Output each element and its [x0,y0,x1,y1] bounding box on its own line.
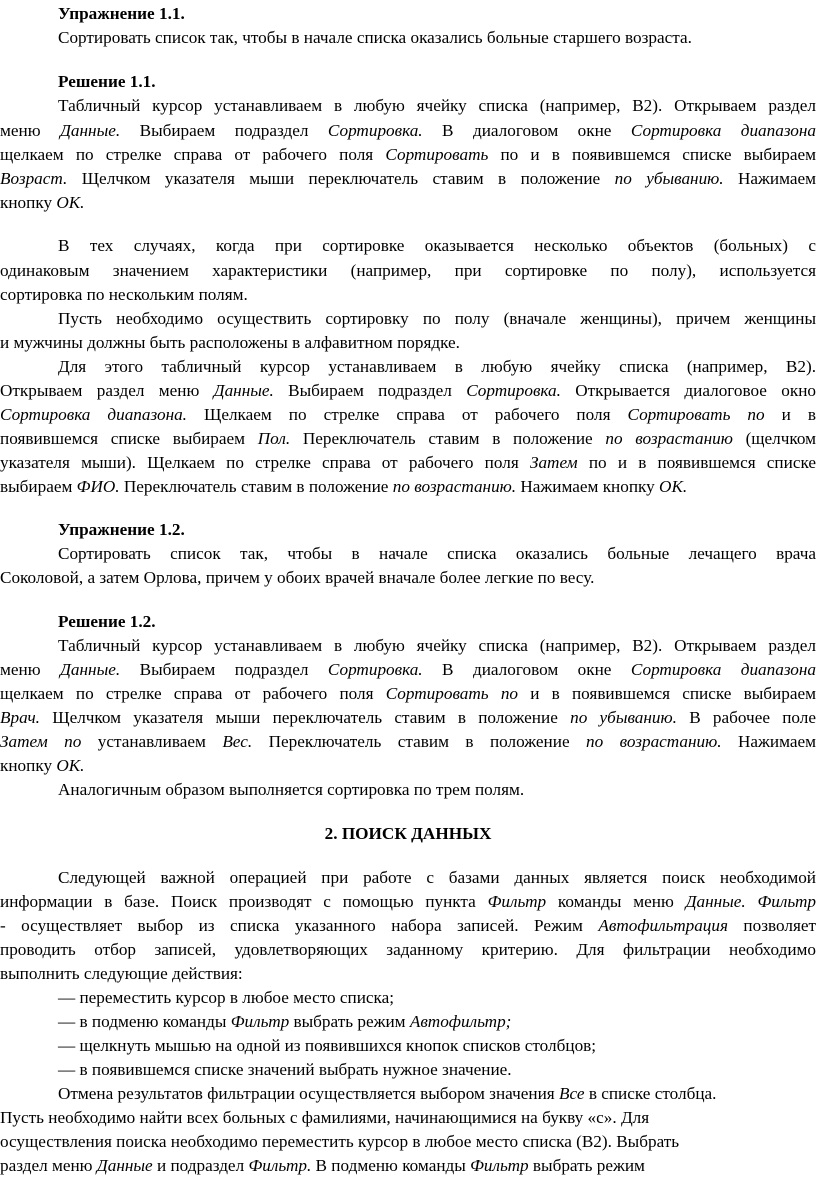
text-run: команды меню [546,892,686,911]
paragraph-line [58,1010,816,1034]
paragraph-line [0,658,816,682]
heading-text: Упражнение 1.2. [58,520,185,539]
text-run: Пусть необходимо найти всех больных с фамилиями, начинающимися на букву «с». Для [0,1108,650,1127]
italic-term: Данные. [60,660,121,679]
italic-term: ОК. [659,477,688,496]
heading [58,2,816,26]
text-run: по и в появившемся списке выбираем [488,145,816,164]
italic-term: Вес. [222,732,253,751]
text-run: В тех случаях, когда при сортировке оказывается несколько объектов (больных) с [58,236,816,255]
text-run: выбираем [0,477,77,496]
text-run: Переключатель ставим в положение [252,732,587,751]
text-run: раздел меню [0,1156,97,1175]
text-run: Следующей важной операцией при работе с базами данных является поиск необходимой [58,868,816,887]
paragraph-line [0,379,816,403]
text-run: в списке столбца. [584,1084,717,1103]
text-run: Соколовой, а затем Орлова, причем у обоих врачей вначале более легкие по весу. [0,568,595,587]
text-run: кнопку [0,193,57,212]
paragraph-line [58,94,816,118]
text-run: Пусть необходимо осуществить сортировку по полу (вначале женщины), причем женщины [58,309,816,328]
paragraph-line [58,866,816,890]
italic-term: по возрастанию. [392,477,517,496]
italic-term: Автофильтр; [409,1012,512,1031]
text-run: выбрать режим [528,1156,645,1175]
text-run: Аналогичным образом выполняется сортировка по трем полям. [58,780,525,799]
text-run: В диалоговом окне [422,660,631,679]
text-run: Нажимаем [721,732,816,751]
text-run: и в [764,405,816,424]
paragraph-line [0,938,816,962]
text-run: меню [0,121,60,140]
text-run: сортировка по нескольким полям. [0,285,248,304]
text-run: Переключатель ставим в положение [290,429,606,448]
paragraph-line [0,451,816,475]
italic-term: Сортировать по [627,405,765,424]
italic-term: Сортировка. [327,121,423,140]
text-run: Табличный курсор устанавливаем в любую ячейку списка (например, B2). Открываем раздел [58,96,816,115]
italic-term: Затем по [0,732,82,751]
italic-term: ОК. [56,756,85,775]
text-run: информации в базе. Поиск производят с помощью пункта [0,892,488,911]
italic-term: ОК. [56,193,85,212]
text-run: Нажимаем кнопку [516,477,660,496]
heading [58,518,816,542]
paragraph-line [0,403,816,427]
italic-term: Фильтр. [248,1156,312,1175]
text-run: указателя мыши). Щелкаем по стрелке справа от рабочего поля [0,453,530,472]
italic-term: Сортировка. [466,381,561,400]
text-run: Выбираем подраздел [120,660,328,679]
text-run: — переместить курсор в любое место списка; [58,988,395,1007]
italic-term: Сортировка диапазона. [0,405,187,424]
text-run: - осуществляет выбор из списка указанного набора записей. Режим [0,916,599,935]
paragraph-line [0,890,816,914]
paragraph-line [58,307,816,331]
heading-text: Упражнение 1.1. [58,4,185,23]
text-run: В рабочее поле [676,708,816,727]
text-run: устанавливаем [81,732,223,751]
text-run: и мужчины должны быть расположены в алфавитном порядке. [0,333,460,352]
paragraph-line [0,1130,816,1154]
paragraph-line [0,191,816,215]
italic-term: ФИО. [76,477,120,496]
paragraph-line [58,1058,816,1082]
text-run: В диалоговом окне [422,121,631,140]
text-run: Открываем раздел меню [0,381,214,400]
italic-term: Врач. [0,708,40,727]
italic-term: Данные. [213,381,274,400]
italic-term: Автофильтрация [598,916,728,935]
paragraph-line [0,682,816,706]
text-run: Табличный курсор устанавливаем в любую ячейку списка (например, B2). Открываем раздел [58,636,816,655]
heading [58,70,816,94]
paragraph-line [0,143,816,167]
text-run: и в появившемся списке выбираем [518,684,816,703]
heading-text: Решение 1.1. [58,72,156,91]
italic-term: Фильтр [487,892,547,911]
paragraph-line [0,706,816,730]
italic-term: Все [558,1084,585,1103]
italic-term: по возрастанию. [586,732,722,751]
paragraph-line [0,331,816,355]
paragraph-line [0,427,816,451]
paragraph-line [0,1106,816,1130]
paragraph-line [58,986,816,1010]
italic-term: Возраст. [0,169,68,188]
paragraph-line [0,754,816,778]
heading-text: 2. ПОИСК ДАННЫХ [324,824,492,843]
italic-term: по возрастанию [605,429,733,448]
heading [0,822,816,846]
text-run: Переключатель ставим в положение [119,477,393,496]
italic-term: Сортировать [385,145,489,164]
paragraph-line [0,914,816,938]
text-run: щелкаем по стрелке справа от рабочего поля [0,684,386,703]
text-run: проводить отбор записей, удовлетворяющих заданному критерию. Для фильтрации необходимо [0,940,816,959]
paragraph-line [0,730,816,754]
text-run: выполнить следующие действия: [0,964,243,983]
paragraph-line [58,634,816,658]
paragraph-line [0,259,816,283]
text-run: Открывается диалоговое окно [560,381,816,400]
text-run: Нажимаем [723,169,816,188]
italic-term: по убыванию. [570,708,677,727]
text-run: — в появившемся списке значений выбрать нужное значение. [58,1060,512,1079]
text-run: Щелчком указателя мыши переключатель ставим в положение [39,708,571,727]
italic-term: Фильтр [230,1012,290,1031]
text-run: выбрать режим [289,1012,410,1031]
paragraph-line [0,962,816,986]
paragraph-line [0,1154,816,1178]
italic-term: Сортировка диапазона [630,121,816,140]
text-run: щелкаем по стрелке справа от рабочего поля [0,145,386,164]
paragraph-line [0,475,816,499]
text-run: — щелкнуть мышью на одной из появившихся кнопок списков столбцов; [58,1036,597,1055]
paragraph-line [58,1082,816,1106]
text-run: Сортировать список так, чтобы в начале списка оказались больные старшего возраста. [58,28,692,47]
italic-term: Пол. [257,429,291,448]
heading [58,610,816,634]
italic-term: Фильтр [470,1156,529,1175]
paragraph-line [0,167,816,191]
paragraph-line [58,355,816,379]
text-run: по и в появившемся списке [577,453,816,472]
paragraph-line [0,119,816,143]
italic-term: Сортировка. [327,660,423,679]
text-run: Выбираем подраздел [120,121,328,140]
text-run: меню [0,660,60,679]
text-run: В подменю команды [311,1156,471,1175]
text-run: появившемся списке выбираем [0,429,258,448]
paragraph-line [58,542,816,566]
paragraph-line [58,1034,816,1058]
text-run: Отмена результатов фильтрации осуществляется выбором значения [58,1084,559,1103]
italic-term: Сортировка диапазона [630,660,816,679]
text-run: — в подменю команды [58,1012,231,1031]
paragraph-line [58,234,816,258]
heading-text: Решение 1.2. [58,612,156,631]
italic-term: Сортировать по [385,684,519,703]
text-run: Сортировать список так, чтобы в начале списка оказались больные лечащего врача [58,544,816,563]
text-run: Щелчком указателя мыши переключатель ставим в положение [67,169,615,188]
text-run: кнопку [0,756,57,775]
italic-term: Данные [96,1156,153,1175]
text-run: и подраздел [152,1156,249,1175]
text-run: Щелкаем по стрелке справа от рабочего поля [186,405,628,424]
text-run: Для этого табличный курсор устанавливаем в любую ячейку списка (например, В2). [58,357,816,376]
text-run: Выбираем подраздел [273,381,467,400]
text-run: осуществления поиска необходимо переместить курсор в любое место списка (B2). Выбрать [0,1132,680,1151]
italic-term: по убыванию. [614,169,724,188]
italic-term: Данные. [60,121,121,140]
paragraph-line [0,283,816,307]
text-line [58,26,816,50]
text-run: позволяет [728,916,816,935]
italic-term: Затем [529,453,578,472]
italic-term: Данные. Фильтр [685,892,816,911]
text-run: одинаковым значением характеристики (например, при сортировке по полу), используется [0,261,816,280]
text-run: (щелчком [732,429,816,448]
paragraph-line [0,566,816,590]
paragraph-line [58,778,816,802]
